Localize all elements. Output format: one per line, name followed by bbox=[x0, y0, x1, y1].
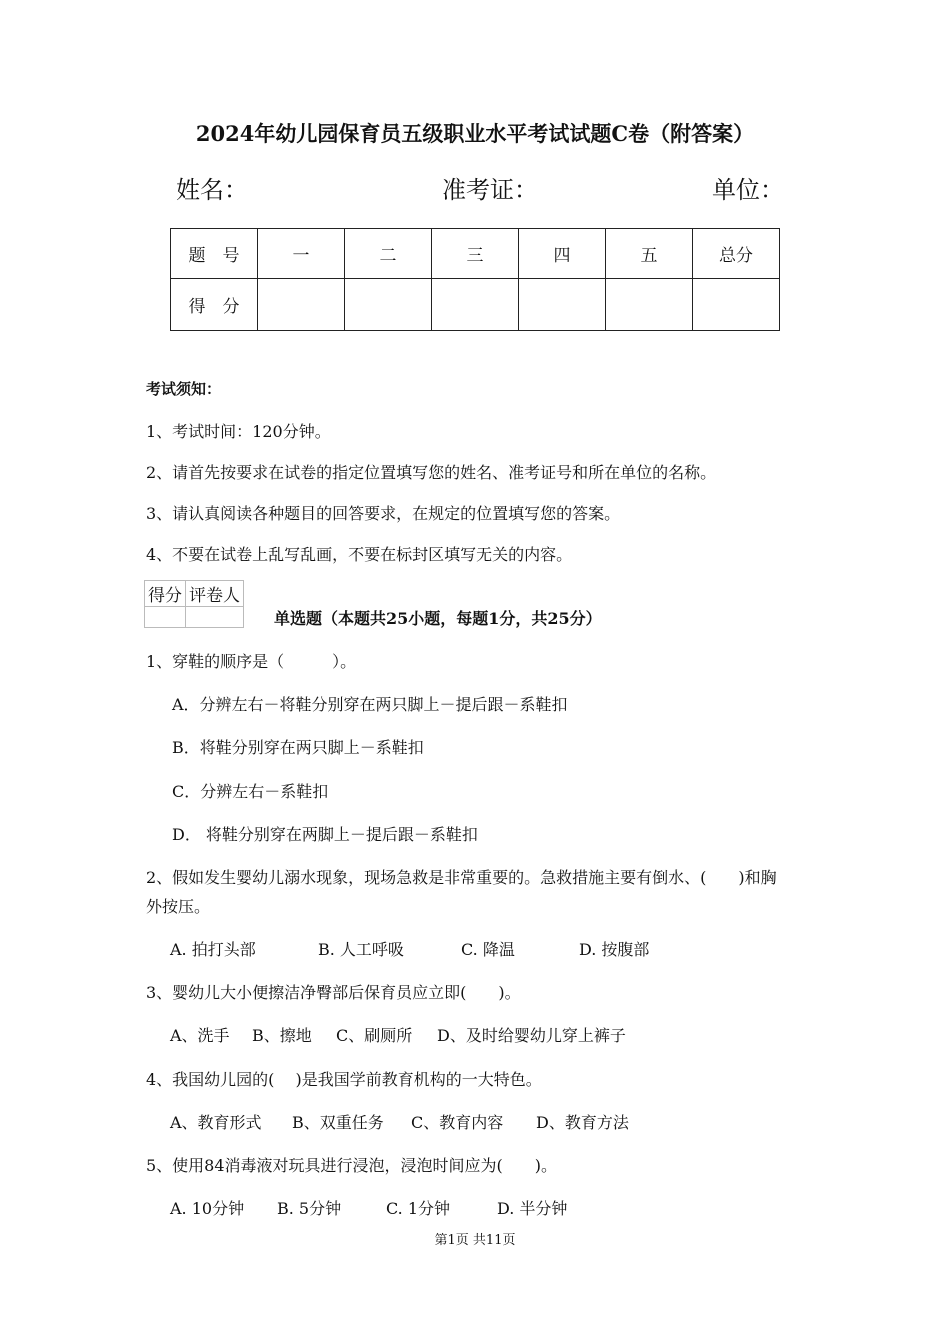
question-4-option-a: A、教育形式 bbox=[170, 1113, 262, 1132]
question-1-option-b: B．将鞋分别穿在两只脚上－系鞋扣 bbox=[172, 738, 424, 757]
question-3-option-c: C、刷厕所 bbox=[336, 1026, 413, 1045]
score-header-cell: 总分 bbox=[693, 229, 780, 279]
page-footer: 第1页 共11页 bbox=[434, 1233, 516, 1248]
grader-box bbox=[144, 580, 244, 628]
unit-label: 单位： bbox=[712, 176, 784, 204]
question-5-option-c: C. 1分钟 bbox=[386, 1199, 451, 1218]
score-table bbox=[170, 228, 780, 331]
question-4: 4、我国幼儿园的( )是我国学前教育机构的一大特色。 bbox=[146, 1070, 542, 1089]
question-4-option-d: D、教育方法 bbox=[536, 1113, 629, 1132]
exam-id-label: 准考证： bbox=[442, 176, 538, 204]
score-cell bbox=[432, 279, 519, 331]
question-4-option-c: C、教育内容 bbox=[411, 1113, 504, 1132]
grader-name-cell bbox=[186, 607, 244, 628]
score-cell bbox=[606, 279, 693, 331]
name-label: 姓名： bbox=[176, 176, 248, 204]
question-5: 5、使用84消毒液对玩具进行浸泡，浸泡时间应为( )。 bbox=[146, 1156, 558, 1175]
question-3-option-b: B、擦地 bbox=[252, 1026, 312, 1045]
score-header-cell: 四 bbox=[519, 229, 606, 279]
question-5-option-a: A. 10分钟 bbox=[170, 1199, 245, 1218]
question-5-option-d: D. 半分钟 bbox=[497, 1199, 568, 1218]
question-2-option-d: D. 按腹部 bbox=[579, 940, 650, 959]
grader-name-label: 评卷人 bbox=[186, 581, 244, 607]
question-1-option-d: D． 将鞋分别穿在两脚上－提后跟－系鞋扣 bbox=[172, 825, 478, 844]
question-3-option-a: A、洗手 bbox=[170, 1026, 230, 1045]
score-header-cell: 二 bbox=[345, 229, 432, 279]
question-1: 1、穿鞋的顺序是（ ）。 bbox=[146, 652, 357, 671]
grader-score-label: 得分 bbox=[145, 581, 186, 607]
score-table-header-row bbox=[171, 229, 780, 279]
question-2-option-c: C. 降温 bbox=[461, 940, 515, 959]
question-2-line-2: 外按压。 bbox=[146, 897, 211, 916]
question-2-line-1: 2、假如发生婴幼儿溺水现象，现场急救是非常重要的。急救措施主要有倒水、( )和胸 bbox=[146, 868, 777, 887]
question-3-option-d: D、及时给婴幼儿穿上裤子 bbox=[437, 1026, 626, 1045]
score-table-score-row bbox=[171, 279, 780, 331]
question-2-option-b: B. 人工呼吸 bbox=[318, 940, 404, 959]
notice-item: 1、考试时间：120分钟。 bbox=[146, 422, 331, 441]
question-1-option-c: C．分辨左右－系鞋扣 bbox=[172, 782, 329, 801]
score-cell bbox=[693, 279, 780, 331]
score-header-cell: 五 bbox=[606, 229, 693, 279]
question-3: 3、婴幼儿大小便擦洁净臀部后保育员应立即( )。 bbox=[146, 983, 521, 1002]
question-5-option-b: B. 5分钟 bbox=[277, 1199, 342, 1218]
score-cell bbox=[258, 279, 345, 331]
score-row-label: 得 分 bbox=[171, 279, 258, 331]
notice-title: 考试须知： bbox=[146, 380, 222, 398]
score-header-cell: 三 bbox=[432, 229, 519, 279]
question-4-option-b: B、双重任务 bbox=[292, 1113, 384, 1132]
question-1-option-a: A．分辨左右－将鞋分别穿在两只脚上－提后跟－系鞋扣 bbox=[172, 695, 568, 714]
question-2-option-a: A. 拍打头部 bbox=[170, 940, 256, 959]
notice-item: 3、请认真阅读各种题目的回答要求，在规定的位置填写您的答案。 bbox=[146, 504, 621, 523]
page-title: 2024年幼儿园保育员五级职业水平考试试题C卷（附答案） bbox=[195, 121, 755, 146]
notice-item: 4、不要在试卷上乱写乱画，不要在标封区填写无关的内容。 bbox=[146, 545, 573, 564]
notice-item: 2、请首先按要求在试卷的指定位置填写您的姓名、准考证号和所在单位的名称。 bbox=[146, 463, 717, 482]
score-header-cell: 一 bbox=[258, 229, 345, 279]
score-cell bbox=[345, 279, 432, 331]
score-cell bbox=[519, 279, 606, 331]
grader-score-cell bbox=[145, 607, 186, 628]
score-header-cell: 题 号 bbox=[171, 229, 258, 279]
section-title: 单选题（本题共25小题，每题1分，共25分） bbox=[274, 609, 602, 628]
